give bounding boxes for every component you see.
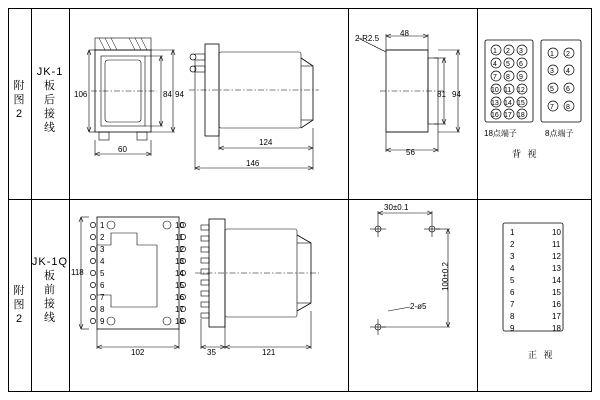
svg-text:9: 9 xyxy=(519,74,523,81)
row2-sheet-label xyxy=(8,275,31,335)
row1-dim-84: 84 xyxy=(163,90,172,99)
row1-dim-124: 124 xyxy=(259,138,273,147)
border-bottom xyxy=(8,391,592,392)
border-right xyxy=(591,8,592,392)
row1-dim-146: 146 xyxy=(246,159,260,168)
svg-text:3: 3 xyxy=(550,68,554,75)
svg-text:1: 1 xyxy=(550,51,554,58)
svg-text:16: 16 xyxy=(491,112,499,119)
row2-front-num-left-1: 1 xyxy=(100,221,105,230)
svg-text:1: 1 xyxy=(493,48,497,55)
row2-dim-121: 121 xyxy=(262,348,276,357)
row2-term-left-3: 3 xyxy=(510,252,515,261)
row1-terminal-drawing xyxy=(477,8,591,199)
row2-term-left-7: 7 xyxy=(510,300,515,309)
row2-front-num-left-7: 7 xyxy=(100,293,105,302)
svg-text:18: 18 xyxy=(517,112,525,119)
row2-term-right-16: 16 xyxy=(552,300,561,309)
row2-model-line5: 线 xyxy=(44,312,56,324)
row2-term-right-17: 17 xyxy=(552,312,561,321)
row2-dim-30: 30±0.1 xyxy=(384,203,409,212)
row2-front-num-right-11: 11 xyxy=(175,233,184,242)
row1-dim-94: 94 xyxy=(452,90,461,99)
row2-model-label xyxy=(31,225,69,355)
row1-model-line3: 后 xyxy=(44,94,56,106)
svg-text:15: 15 xyxy=(517,100,525,107)
svg-text:3: 3 xyxy=(519,48,523,55)
row1-dim-48: 48 xyxy=(400,29,409,38)
row2-front-num-right-13: 13 xyxy=(175,257,184,266)
row2-dim-118: 118 xyxy=(71,268,84,277)
svg-text:10: 10 xyxy=(491,87,499,94)
row2-dim-102: 102 xyxy=(131,348,145,357)
row2-term-right-15: 15 xyxy=(552,288,561,297)
row2-sheet-label-line3: 2 xyxy=(15,313,24,325)
row2-front-num-left-9: 9 xyxy=(100,317,105,326)
row2-term-right-12: 12 xyxy=(552,252,561,261)
row2-model-line4: 接 xyxy=(44,298,56,310)
row2-sheet-label-line2: 图 xyxy=(13,299,26,311)
svg-text:14: 14 xyxy=(504,100,512,107)
caption-18-terminal: 18点端子 xyxy=(484,129,517,138)
row2-front-num-left-2: 2 xyxy=(100,233,105,242)
row2-dim-2xhole: 2-ø5 xyxy=(410,302,427,311)
svg-text:11: 11 xyxy=(504,87,512,94)
svg-text:4: 4 xyxy=(566,68,570,75)
row1-dim-r25: 2-R2.5 xyxy=(355,34,380,43)
row2-model-name: JK-1Q xyxy=(31,256,69,268)
row2-front-num-right-12: 12 xyxy=(175,245,184,254)
row2-cutout-drawing xyxy=(348,199,477,391)
row2-term-left-8: 8 xyxy=(510,312,515,321)
row2-model-line2: 板 xyxy=(44,270,56,282)
row1-model-line5: 线 xyxy=(44,122,56,134)
caption-8-terminal: 8点端子 xyxy=(545,129,574,138)
row1-model-label xyxy=(31,38,69,162)
svg-text:12: 12 xyxy=(517,87,525,94)
row2-front-num-right-15: 15 xyxy=(175,281,184,290)
row2-front-num-right-17: 17 xyxy=(175,305,184,314)
row1-sheet-label-line3: 2 xyxy=(15,108,24,120)
row2-term-right-10: 10 xyxy=(552,228,561,237)
row1-front-side-drawing xyxy=(69,8,349,199)
svg-text:5: 5 xyxy=(506,61,510,68)
row2-front-num-right-18: 18 xyxy=(175,317,184,326)
svg-text:2: 2 xyxy=(506,48,510,55)
row2-front-num-right-10: 10 xyxy=(175,221,184,230)
row2-model-line3: 前 xyxy=(44,284,56,296)
svg-text:8: 8 xyxy=(566,104,570,111)
svg-text:4: 4 xyxy=(493,61,497,68)
svg-text:8: 8 xyxy=(506,74,510,81)
row1-dim-60: 60 xyxy=(118,145,127,154)
row2-term-right-18: 18 xyxy=(552,324,561,333)
row2-term-right-14: 14 xyxy=(552,276,561,285)
row2-term-left-5: 5 xyxy=(510,276,515,285)
svg-text:5: 5 xyxy=(550,86,554,93)
row2-front-num-right-16: 16 xyxy=(175,293,184,302)
row1-sheet-label xyxy=(8,60,31,140)
svg-text:6: 6 xyxy=(519,61,523,68)
row1-dim-56: 56 xyxy=(406,148,415,157)
row2-front-num-left-5: 5 xyxy=(100,269,105,278)
row1-dim-81: 81 xyxy=(437,90,446,99)
row2-front-num-left-8: 8 xyxy=(100,305,105,314)
caption-rear-view: 背 视 xyxy=(512,149,539,159)
row2-front-num-left-3: 3 xyxy=(100,245,105,254)
row2-term-left-4: 4 xyxy=(510,264,515,273)
row2-dim-100: 100±0.2 xyxy=(440,262,450,291)
row2-terminal-drawing xyxy=(477,199,591,391)
row2-sheet-label-line1: 附 xyxy=(13,285,26,297)
svg-text:2: 2 xyxy=(566,51,570,58)
svg-text:6: 6 xyxy=(566,86,570,93)
svg-text:13: 13 xyxy=(491,100,499,107)
row2-term-right-11: 11 xyxy=(552,240,561,249)
row2-term-left-2: 2 xyxy=(510,240,515,249)
row1-model-line4: 接 xyxy=(44,108,56,120)
row2-term-left-1: 1 xyxy=(510,228,515,237)
row1-model-name: JK-1 xyxy=(36,66,64,78)
row2-term-left-6: 6 xyxy=(510,288,515,297)
row2-front-num-left-4: 4 xyxy=(100,257,105,266)
svg-text:17: 17 xyxy=(504,112,512,119)
row1-dim-106: 106 xyxy=(74,90,88,99)
svg-text:7: 7 xyxy=(493,74,497,81)
caption-front-view: 正 视 xyxy=(528,350,555,360)
row1-sheet-label-line1: 附 xyxy=(13,80,26,92)
row1-dim-94: 94 xyxy=(175,90,184,99)
row2-term-left-9: 9 xyxy=(510,324,515,333)
row2-term-right-13: 13 xyxy=(552,264,561,273)
svg-text:7: 7 xyxy=(550,104,554,111)
row2-front-side-drawing xyxy=(69,199,349,391)
row1-model-line2: 板 xyxy=(44,80,56,92)
row2-front-num-left-6: 6 xyxy=(100,281,105,290)
row2-dim-35: 35 xyxy=(207,348,216,357)
row1-sheet-label-line2: 图 xyxy=(13,94,26,106)
row2-front-num-right-14: 14 xyxy=(175,269,184,278)
